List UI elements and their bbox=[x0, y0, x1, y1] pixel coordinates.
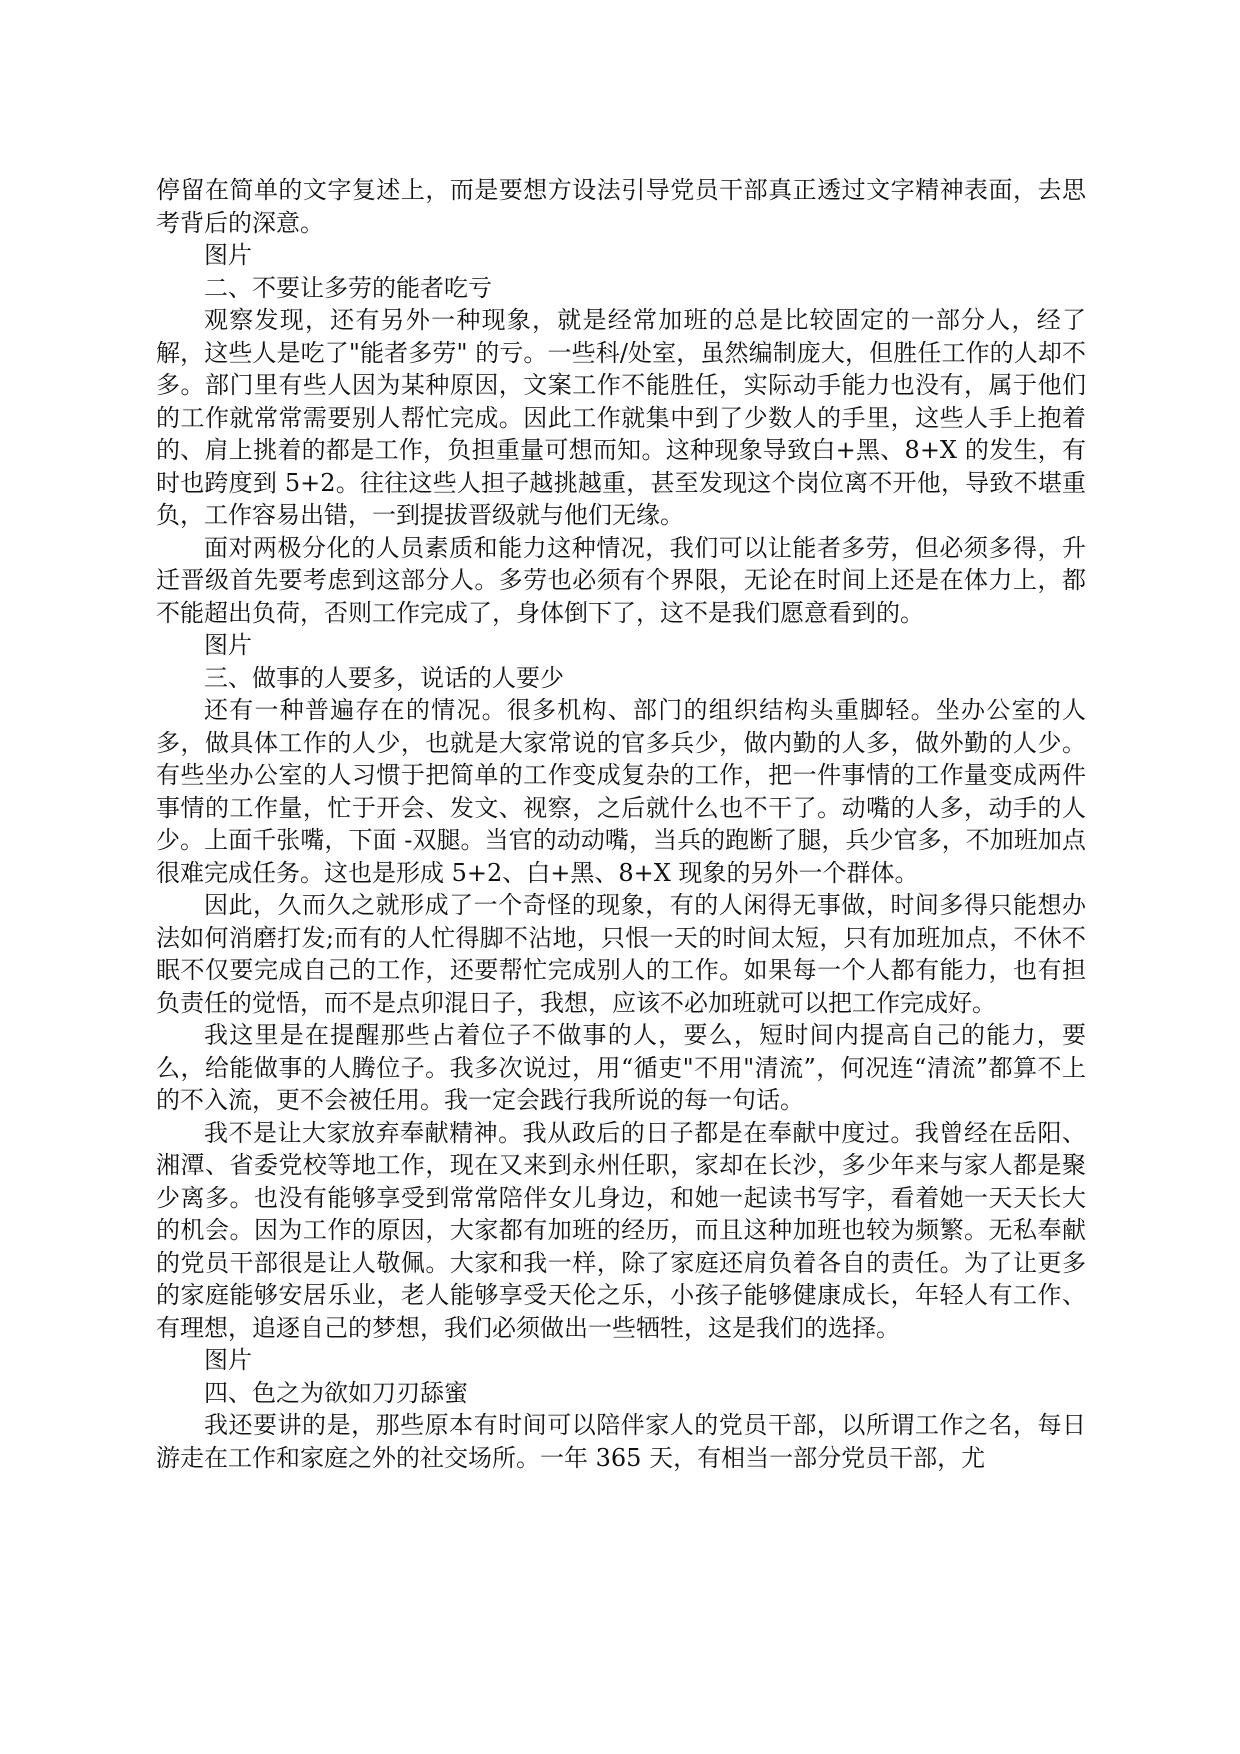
section-heading-3: 三、做事的人要多，说话的人要少 bbox=[204, 663, 564, 692]
image-caption: 图片 bbox=[204, 631, 252, 659]
image-caption: 图片 bbox=[204, 1346, 252, 1374]
paragraph: 还有一种普遍存在的情况。很多机构、部门的组织结构头重脚轻。坐办公室的人多，做具体工作的人少，也就是大家常说的官多兵少，做内勤的人多，做外勤的人少。有些坐办公室的人习惯于把简单的工作变成复杂的工作，把一件事情的工作量变成两件事情的工作量，忙于开会、发文、视察，之后就什么也不干了。动嘴的人多，动手的人少。上面千张嘴，下面 -双腿。当官的动动嘴，当兵的跑断了腿，兵少官多，不加班加点很难完成任务。这也是形成 5+2、白+黑、8+X 现象的另外一个群体。 bbox=[156, 696, 1086, 887]
section-heading-2: 二、不要让多劳的能者吃亏 bbox=[204, 273, 492, 302]
paragraph: 面对两极分化的人员素质和能力这种情况，我们可以让能者多劳，但必须多得，升迁晋级首先要考虑到这部分人。多劳也必须有个界限，无论在时间上还是在体力上，都不能超出负荷，否则工作完成了，身体倒下了，这不是我们愿意看到的。 bbox=[156, 533, 1086, 627]
paragraph: 我还要讲的是，那些原本有时间可以陪伴家人的党员干部，以所谓工作之名，每日游走在工作和家庭之外的社交场所。一年 365 天，有相当一部分党员干部，尤 bbox=[156, 1411, 1086, 1472]
paragraph: 我不是让大家放弃奉献精神。我从政后的日子都是在奉献中度过。我曾经在岳阳、湘潭、省委党校等地工作，现在又来到永州任职，家却在长沙，多少年来与家人都是聚少离多。也没有能够享受到常常陪伴女儿身边，和她一起读书写字，看着她一天天长大的机会。因为工作的原因，大家都有加班的经历，而且这种加班也较为频繁。无私奉献的党员干部很是让人敬佩。大家和我一样，除了家庭还肩负着各自的责任。为了让更多的家庭能够安居乐业，老人能够享受天伦之乐，小孩子能够健康成长，年轻人有工作、有理想，追逐自己的梦想，我们必须做出一些牺牲，这是我们的选择。 bbox=[156, 1118, 1086, 1342]
paragraph: 观察发现，还有另外一种现象，就是经常加班的总是比较固定的一部分人，经了解，这些人是吃了"能者多劳" 的亏。一些科/处室，虽然编制庞大，但胜任工作的人却不多。部门里有些人因为某种原因，文案工作不能胜任，实际动手能力也没有，属于他们的工作就常常需要别人帮忙完成。因此工作就集中到了少数人的手里，这些人手上抱着的、肩上挑着的都是工作，负担重量可想而知。这种现象导致白+黑、8+X 的发生，有时也跨度到 5+2。往往这些人担子越挑越重，甚至发现这个岗位离不开他，导致不堪重负，工作容易出错，一到提拔晋级就与他们无缘。 bbox=[156, 306, 1086, 529]
document-page bbox=[156, 174, 1086, 1474]
paragraph: 我这里是在提醒那些占着位子不做事的人，要么，短时间内提高自己的能力，要么，给能做事的人腾位子。我多次说过，用“循吏"不用"清流”，何况连“清流”都算不上的不入流，更不会被任用。我一定会践行我所说的每一句话。 bbox=[156, 1021, 1086, 1114]
section-heading-4: 四、色之为欲如刀刃舔蜜 bbox=[204, 1378, 468, 1407]
image-caption: 图片 bbox=[204, 241, 252, 269]
paragraph: 因此，久而久之就形成了一个奇怪的现象，有的人闲得无事做，时间多得只能想办法如何消磨打发;而有的人忙得脚不沾地，只恨一天的时间太短，只有加班加点，不休不眠不仅要完成自己的工作，还要帮忙完成别人的工作。如果每一个人都有能力，也有担负责任的觉悟，而不是点卯混日子，我想，应该不必加班就可以把工作完成好。 bbox=[156, 891, 1086, 1017]
paragraph-continued: 停留在简单的文字复述上，而是要想方设法引导党员干部真正透过文字精神表面，去思考背后的深意。 bbox=[156, 176, 1086, 237]
